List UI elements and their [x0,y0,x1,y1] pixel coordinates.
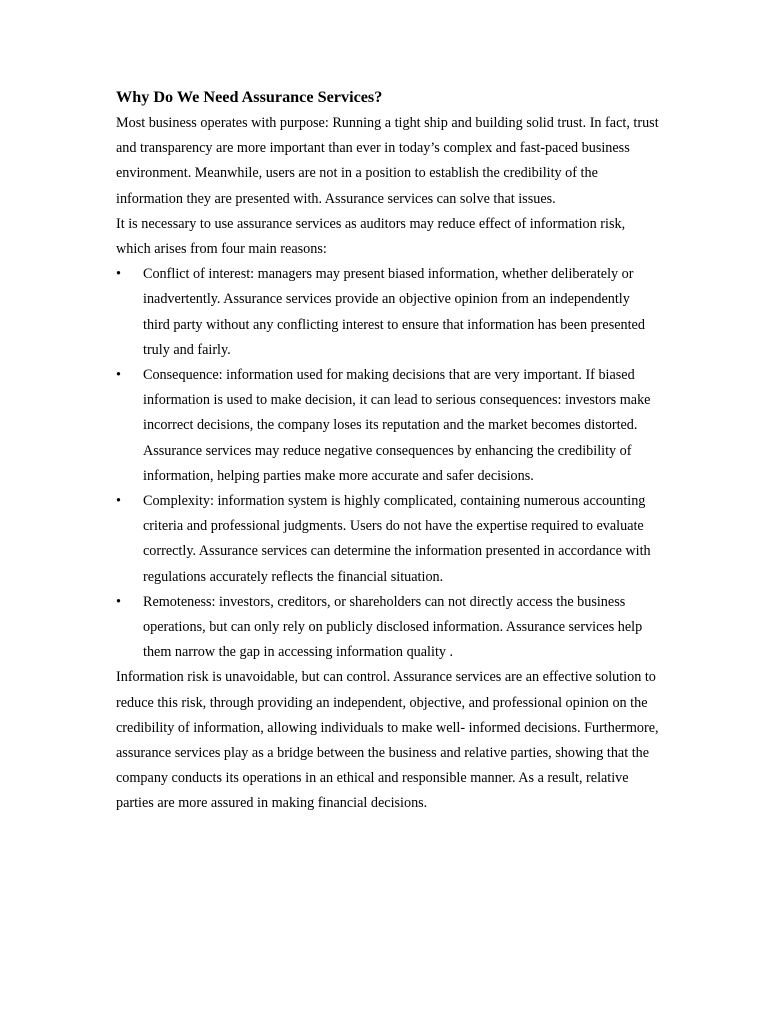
lead-in-paragraph: It is necessary to use assurance services as auditors may reduce effect of information risk, which arises from four main reasons: [116,215,626,258]
conclusion-paragraph: Information risk is unavoidable, but can control. Assurance services are an effective solution to reduce this risk, through providing an independent, objective, and professional opinion on the credibility of information, allowing individuals to make well- informed decisions. Furthermore, assurance services play as a bridge between the business and relative parties, showing that the company conducts its operations in an ethical and responsible manner. As a result, relative parties are more assured in making financial decisions. [116,669,659,812]
reason-item-remoteness [116,590,660,666]
reason-text: Conflict of interest: managers may present biased information, whether deliberately or inadvertently. Assurance services provide an objective opinion from an independently third party without any conflicting interest to ensure that information has been presented truly and fairly. [143,266,645,358]
reason-item-complexity [116,489,660,590]
bullet-icon: • [116,593,121,610]
document-title: Why Do We Need Assurance Services? [116,88,383,106]
reason-item-consequence [116,363,660,489]
reason-item-conflict-of-interest [116,262,660,363]
bullet-icon: • [116,367,121,384]
bullet-icon: • [116,493,121,510]
reason-text: Consequence: information used for making decisions that are very important. If biased information is used to make decision, it can lead to serious consequences: investors make incorrect decisions, the company loses its reputation and the market becomes distorted. Assurance services may reduce negative consequences by enhancing the credibility of information, helping parties make more accurate and safer decisions. [143,367,651,484]
intro-paragraph: Most business operates with purpose: Running a tight ship and building solid trust. In fact, trust and transparency are more important than ever in today’s complex and fast-paced business environment. Meanwhile, users are not in a position to establish the credibility of the information they are presented with. Assurance services can solve that issues. [116,115,659,207]
reason-text: Remoteness: investors, creditors, or shareholders can not directly access the business operations, but can only rely on publicly disclosed information. Assurance services help them narrow the gap in accessing information quality . [143,593,643,661]
reasons-list [116,262,660,665]
reason-text: Complexity: information system is highly complicated, containing numerous accounting criteria and professional judgments. Users do not have the expertise required to evaluate correctly. Assurance services can determine the information presented in accordance with regulations accurately reflects the financial situation. [143,493,651,585]
document-body [116,86,660,817]
bullet-icon: • [116,266,121,283]
